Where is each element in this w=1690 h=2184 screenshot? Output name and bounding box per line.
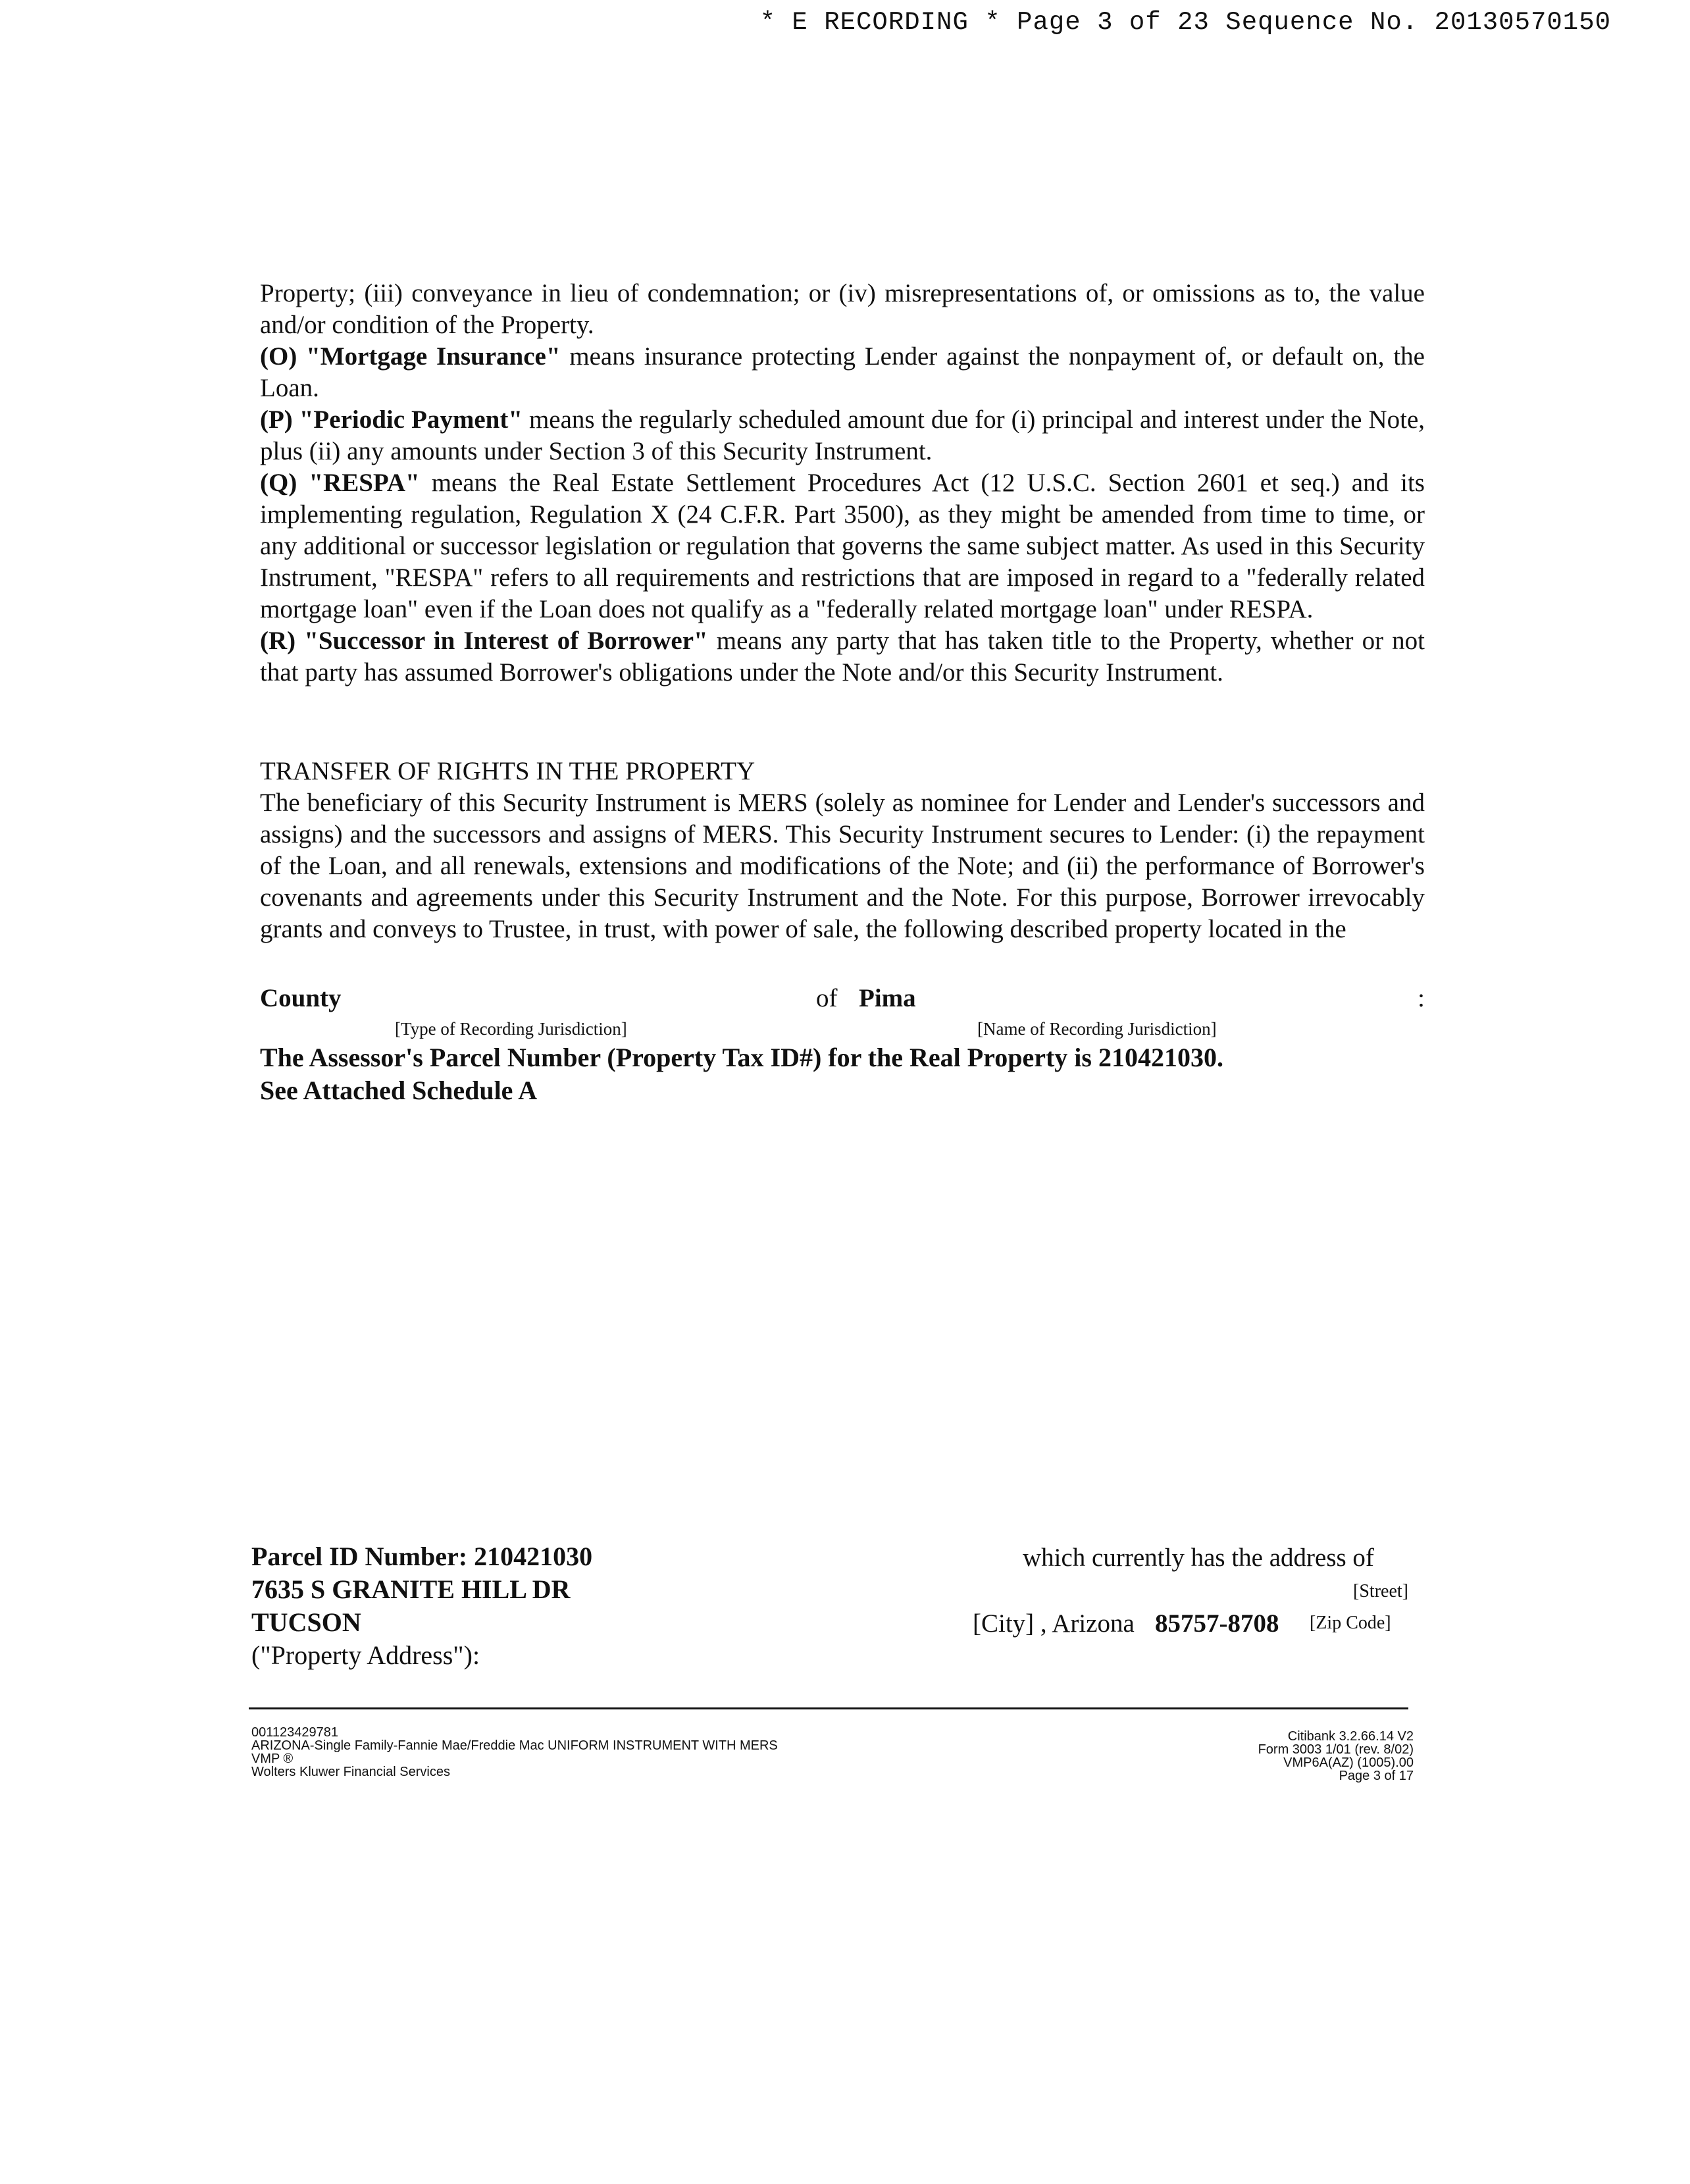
footer-divider xyxy=(249,1707,1408,1709)
footer-version: Citibank 3.2.66.14 V2 xyxy=(1287,1729,1414,1744)
footer-publisher: Wolters Kluwer Financial Services xyxy=(251,1765,450,1779)
definition-respa xyxy=(260,467,1425,625)
property-address-block xyxy=(251,1540,592,1672)
footer-vmp: VMP ® xyxy=(251,1752,294,1766)
parcel-statement xyxy=(260,1041,1425,1107)
property-address-label: ("Property Address"): xyxy=(251,1640,480,1670)
definition-mortgage-insurance xyxy=(260,341,1425,404)
schedule-line: See Attached Schedule A xyxy=(260,1076,538,1105)
jurisdiction-name-value: Pima xyxy=(859,984,916,1012)
zip-label: [Zip Code] xyxy=(1310,1613,1391,1633)
footer-right xyxy=(1258,1730,1414,1782)
jurisdiction-type-label: [Type of Recording Jurisdiction] xyxy=(395,1019,627,1039)
definition-label: (O) "Mortgage Insurance" xyxy=(260,342,561,371)
zip-code: 85757-8708 xyxy=(1155,1609,1279,1638)
city-state: [City] , Arizona xyxy=(973,1609,1135,1638)
definition-label: (P) "Periodic Payment" xyxy=(260,405,523,434)
definitions-section xyxy=(260,278,1425,689)
street-address: 7635 S GRANITE HILL DR xyxy=(251,1574,571,1604)
footer-loan-number: 001123429781 xyxy=(251,1725,338,1740)
footer-page-number: Page 3 of 17 xyxy=(1339,1769,1414,1783)
transfer-paragraph: The beneficiary of this Security Instrument is MERS (solely as nominee for Lender and Lender's successors and assigns) and the successors and assigns of MERS. This Security Instrument secures to Lender: (i) the repayment of the Loan, and all renewals, extensions and modifications of the Note; and (ii) the performance of Borrower's covenants and agreements under this Security Instrument and the Note. For this purpose, Borrower irrevocably grants and conveys to Trustee, in trust, with power of sale, the following described property located in the xyxy=(260,789,1425,943)
definition-successor xyxy=(260,625,1425,689)
parcel-number-line: The Assessor's Parcel Number (Property Tax ID#) for the Real Property is 210421030. xyxy=(260,1043,1223,1072)
footer-vmp-code: VMP6A(AZ) (1005).00 xyxy=(1283,1755,1414,1770)
definition-text: means the regularly scheduled amount due for (i) principal and interest under the Note, plus (ii) any amounts under Section 3 of this Security Instrument. xyxy=(260,405,1425,465)
recording-header: * E RECORDING * Page 3 of 23 Sequence No. 20130570150 xyxy=(759,8,1611,37)
definition-label: (Q) "RESPA" xyxy=(260,469,420,497)
which-address-text: which currently has the address of xyxy=(1023,1544,1374,1572)
footer-form-number: Form 3003 1/01 (rev. 8/02) xyxy=(1258,1742,1414,1757)
section-heading: TRANSFER OF RIGHTS IN THE PROPERTY xyxy=(260,757,755,785)
street-label: [Street] xyxy=(1353,1581,1408,1601)
jurisdiction-name-label: [Name of Recording Jurisdiction] xyxy=(977,1019,1217,1039)
jurisdiction-line xyxy=(260,983,1425,1015)
definition-periodic-payment xyxy=(260,404,1425,467)
transfer-section xyxy=(260,756,1425,945)
definition-label: (R) "Successor in Interest of Borrower" xyxy=(260,627,708,655)
definition-text: means the Real Estate Settlement Procedures Act (12 U.S.C. Section 2601 et seq.) and its implementing regulation, Regulation X (24 C.F.R. Part 3500), as they might be amended from time to time, or any additional or successor legislation or regulation that governs the same subject matter. As used in this Security Instrument, "RESPA" refers to all requirements and restrictions that are imposed in regard to a "federally related mortgage loan" even if the Loan does not qualify as a "federally related mortgage loan" under RESPA. xyxy=(260,469,1425,623)
definition-text: means insurance protecting Lender against the nonpayment of, or default on, the Loan. xyxy=(260,342,1425,402)
definition-text: means any party that has taken title to the Property, whether or not that party has assumed Borrower's obligations under the Note and/or this Security Instrument. xyxy=(260,627,1425,687)
city: TUCSON xyxy=(251,1607,361,1637)
footer-left xyxy=(251,1726,778,1779)
jurisdiction-type-value: County xyxy=(260,984,342,1012)
footer-form-title: ARIZONA-Single Family-Fannie Mae/Freddie Mac UNIFORM INSTRUMENT WITH MERS xyxy=(251,1738,778,1753)
definition-continuation: Property; (iii) conveyance in lieu of condemnation; or (iv) misrepresentations of, or omissions as to, the value and/or condition of the Property. xyxy=(260,279,1425,339)
jurisdiction-colon: : xyxy=(1418,984,1425,1012)
parcel-id: Parcel ID Number: 210421030 xyxy=(251,1542,593,1571)
jurisdiction-of-text: of xyxy=(816,984,838,1012)
